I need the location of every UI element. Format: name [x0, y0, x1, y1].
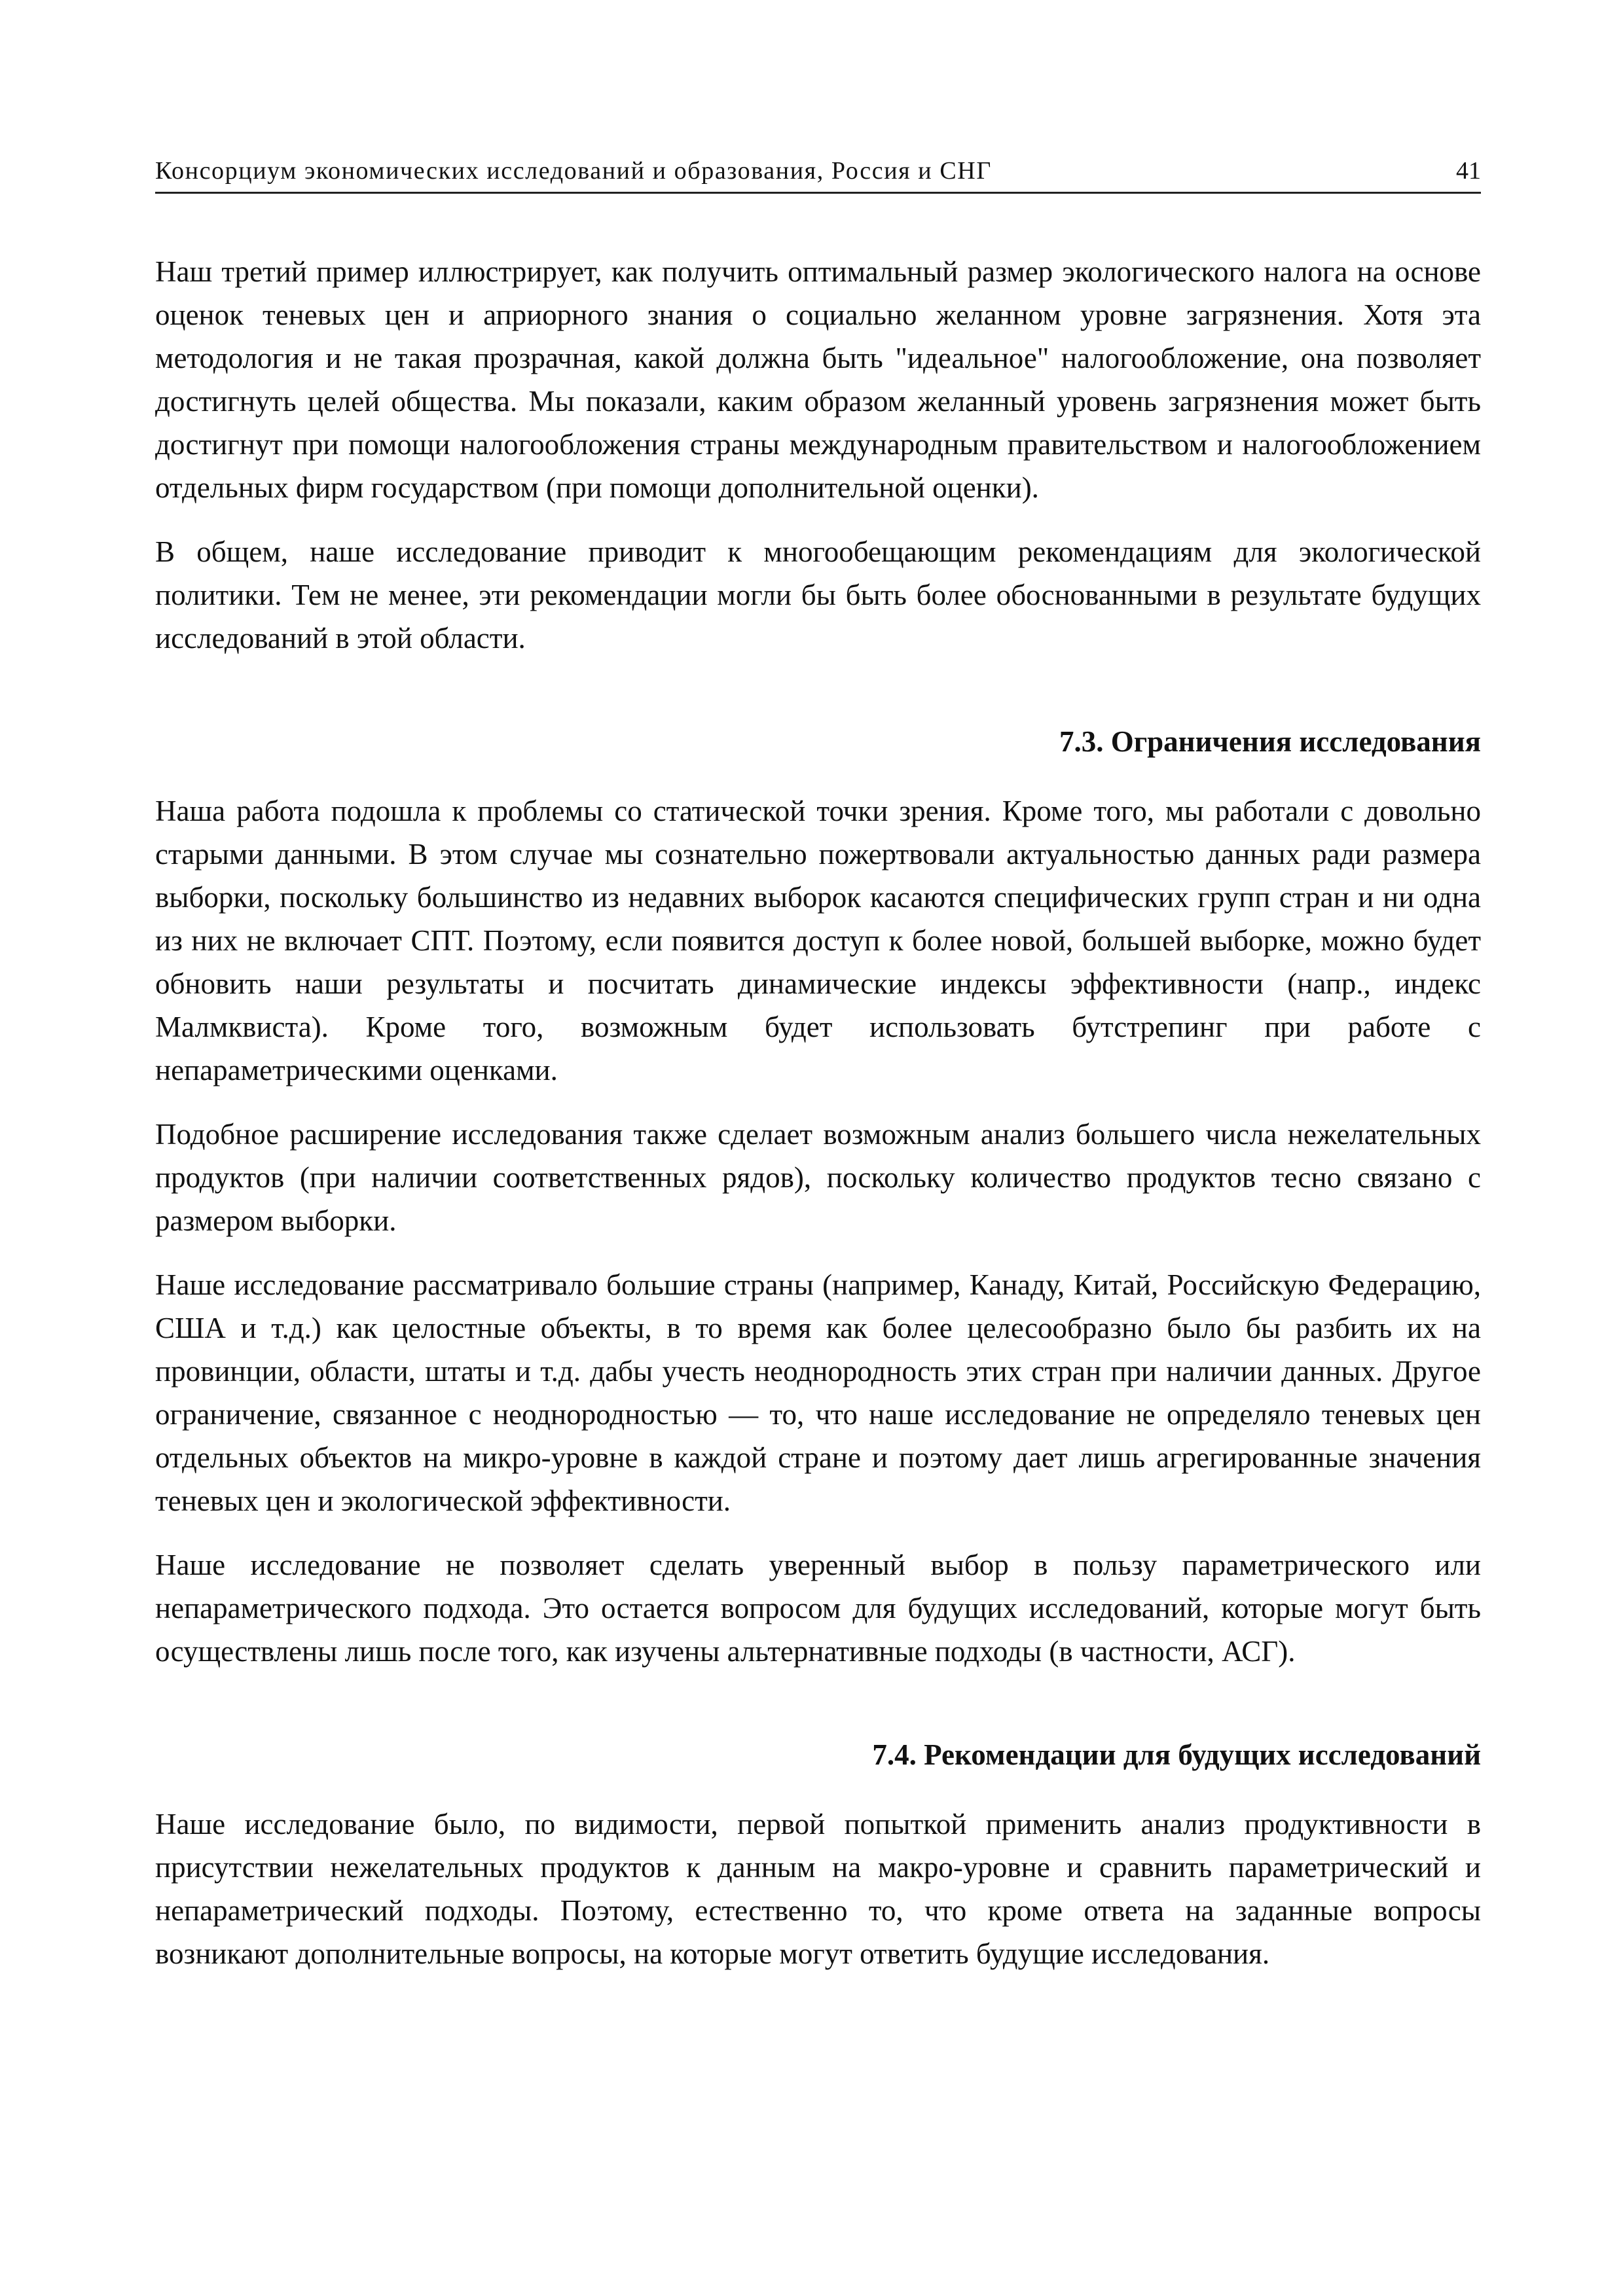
paragraph: Подобное расширение исследования также сделает возможным анализ большего числа нежелательных продуктов (при наличии соответственных рядов), поскольку количество продуктов тесно связано с размером выборки. — [155, 1118, 1481, 1237]
paragraph: Наше исследование не позволяет сделать уверенный выбор в пользу параметрического или непараметрического подхода. Это остается вопросом для будущих исследований, которые могут быть осуществлены лишь после того, как изучены альтернативные подходы (в частности, АСГ). — [155, 1549, 1481, 1668]
section-heading-7-4: 7.4. Рекомендации для будущих исследований — [872, 1738, 1481, 1771]
paragraph: В общем, наше исследование приводит к многообещающим рекомендациям для экологической политики. Тем не менее, эти рекомендации могли бы быть более обоснованными в результате будущих исследований в этой области. — [155, 535, 1481, 655]
section-heading-7-3: 7.3. Ограничения исследования — [1059, 725, 1481, 758]
paragraph: Наше исследование было, по видимости, первой попыткой применить анализ продуктивности в присутствии нежелательных продуктов к данным на макро-уровне и сравнить параметрический и непараметрический подходы. Поэтому, естественно то, что кроме ответа на заданные вопросы возникают дополнительные вопросы, на которые могут ответить будущие исследования. — [155, 1808, 1481, 1970]
running-header-title: Консорциум экономических исследований и образования, Россия и СНГ — [155, 157, 992, 185]
page-number: 41 — [1456, 157, 1481, 185]
paragraph: Наше исследование рассматривало большие страны (например, Канаду, Китай, Российскую Федерацию, США и т.д.) как целостные объекты, в то время как более целесообразно было бы разбить их на провинции, области, штаты и т.д. дабы учесть неоднородность этих стран при наличии данных. Другое ограничение, связанное с неоднородностью — то, что наше исследование не определяло теневых цен отдельных объектов на микро-уровне в каждой стране и поэтому дает лишь агрегированные значения теневых цен и экологической эффективности. — [155, 1268, 1481, 1517]
paragraph: Наш третий пример иллюстрирует, как получить оптимальный размер экологического налога на основе оценок теневых цен и априорного знания о социально желанном уровне загрязнения. Хотя эта методология и не такая прозрачная, какой должна быть "идеальное" налогообложение, она позволяет достигнуть целей общества. Мы показали, каким образом желанный уровень загрязнения может быть достигнут при помощи налогообложения страны международным правительством и налогообложением отдельных фирм государством (при помощи дополнительной оценки). — [155, 255, 1481, 504]
paragraph: Наша работа подошла к проблемы со статической точки зрения. Кроме того, мы работали с довольно старыми данными. В этом случае мы сознательно пожертвовали актуальностью данных ради размера выборки, поскольку большинство из недавних выборок касаются специфических групп стран и ни одна из них не включает СПТ. Поэтому, если появится доступ к более новой, большей выборке, можно будет обновить наши результаты и посчитать динамические индексы эффективности (напр., индекс Малмквиста). Кроме того, возможным будет использовать бутстрепинг при работе с непараметрическими оценками. — [155, 795, 1481, 1086]
running-header — [155, 154, 1481, 194]
page-body — [155, 250, 1481, 1996]
